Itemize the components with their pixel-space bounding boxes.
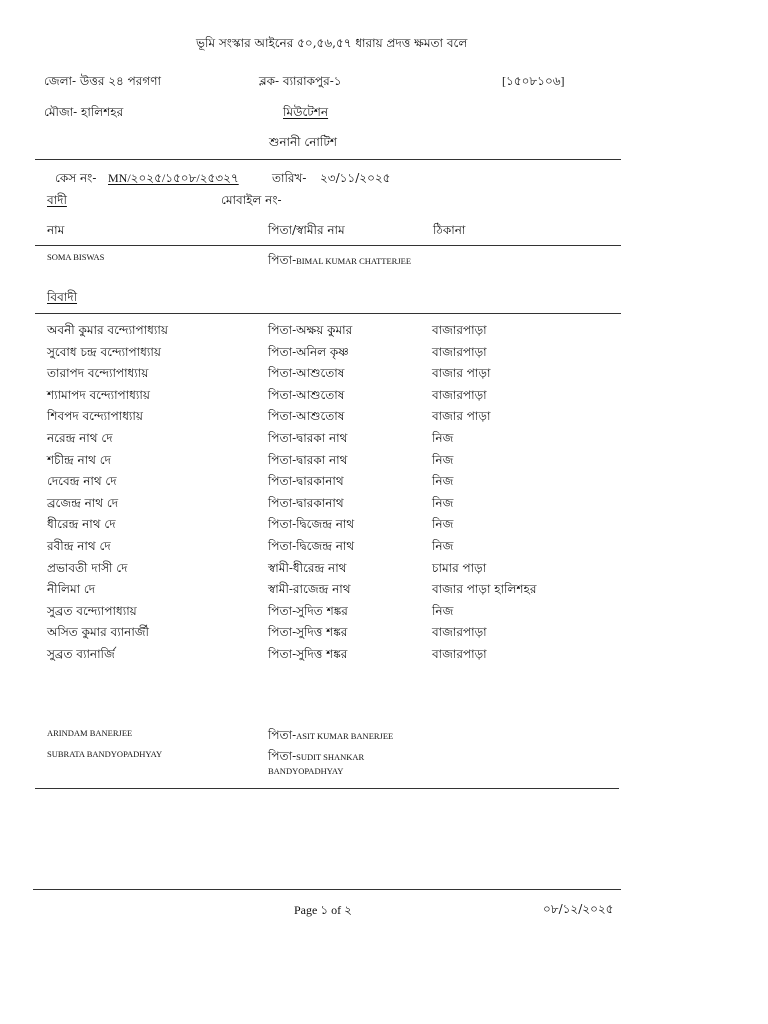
notice-type: শুনানী নোটিশ [269,135,337,149]
defendant-address: নিজ [432,452,454,467]
case-number: MN/২০২৫/১৫০৮/২৫৩২৭ [108,171,239,185]
table-row [0,540,768,558]
defendant-address: নিজ [432,431,454,445]
defendant-name: ধীরেন্দ্র নাথ দে [47,517,116,532]
guardian-name: ASIT KUMAR BANERJEE [296,731,394,741]
defendant-name: শচীন্দ্র নাথ দে [47,452,111,467]
defendant-name: প্রভাবতী দাসী দে [47,560,128,575]
case-date: ২৩/১১/২০২৫ [320,171,391,185]
defendant-address: নিজ [432,539,454,553]
defendant-name: শ্যামাপদ বন্দ্যোপাধ্যায় [47,387,150,402]
table-row [0,626,768,644]
table-row [0,346,768,364]
defendant-guardian: পিতা-দ্বারকানাথ [268,495,344,510]
defendant-address: নিজ [432,474,454,489]
party-name: SUBRATA BANDYOPADHYAY [47,749,163,759]
table-row [0,562,768,580]
table-row [0,454,768,472]
plaintiff-guardian [268,254,411,266]
table-row [0,648,768,666]
relation-label: পিতা- [268,749,297,763]
print-date: ০৮/১২/২০২৫ [543,902,614,916]
defendant-address: বাজারপাড়া [432,323,487,337]
defendant-guardian: পিতা-দ্বারকা নাথ [268,452,348,467]
defendant-guardian: পিতা-আশুতোষ [268,366,345,381]
defendant-guardian: পিতা-আশুতোষ [268,387,345,402]
defendant-address: নিজ [432,495,454,510]
relation-label: পিতা- [268,728,297,742]
defendant-name: নীলিমা দে [47,582,96,597]
defendant-name: রবীন্দ্র নাথ দে [47,539,111,553]
district-label: জেলা- উত্তর ২৪ পরগণা [44,74,161,88]
notice-title: ভূমি সংস্কার আইনের ৫০,৫৬,৫৭ ধারায় প্রদত্ত ক্ষমতা বলে [196,36,468,50]
defendant-address: বাজার পাড়া [432,409,491,424]
table-row [0,367,768,385]
table-row [0,605,768,623]
defendant-name: সুব্রত বন্দ্যোপাধ্যায় [47,603,137,618]
relation-label: পিতা- [268,253,297,267]
case-number-label: কেস নং- [55,171,97,185]
guardian-name: BIMAL KUMAR CHATTERJEE [296,256,412,266]
divider [35,245,621,246]
defendant-guardian: স্বামী-ধীরেন্দ্র নাথ [268,560,347,575]
defendant-guardian: পিতা-সুদিত্ত শঙ্কর [268,647,348,661]
defendant-guardian: পিতা-অক্ষয় কুমার [268,323,353,337]
defendant-name: সুবোধ চন্দ্র বন্দ্যোপাধ্যায় [47,344,161,359]
guardian-name: SUDIT SHANKAR [296,752,365,762]
defendant-guardian: পিতা-দ্বারকা নাথ [268,431,348,445]
table-row [0,432,768,450]
defendant-address: চামার পাড়া [432,560,487,575]
divider [35,788,619,789]
table-row [0,583,768,601]
plaintiff-name: SOMA BISWAS [47,252,105,262]
party-name: ARINDAM BANERJEE [47,728,133,738]
defendant-heading: বিবাদী [47,290,78,304]
column-header-name: নাম [47,223,65,237]
defendant-guardian: পিতা-দ্বিজেন্দ্র নাথ [268,517,355,532]
defendant-name: নরেন্দ্র নাথ দে [47,431,113,445]
defendant-address: নিজ [432,603,454,618]
defendant-name: তারাপদ বন্দ্যোপাধ্যায় [47,366,149,381]
defendant-name: সুব্রত ব্যানার্জি [47,647,115,661]
column-header-address: ঠিকানা [433,223,466,237]
defendant-guardian: পিতা-সুদিত শঙ্কর [268,603,348,618]
table-row [0,497,768,515]
table-row [0,475,768,493]
table-row [0,389,768,407]
defendant-address: বাজার পাড়া হালিশহর [432,582,537,597]
column-header-guardian: পিতা/স্বামীর নাম [268,223,345,237]
footer-divider [33,889,621,890]
table-row [0,324,768,342]
defendant-guardian: পিতা-দ্বিজেন্দ্র নাথ [268,539,355,553]
block-label: ব্লক- ব্যারাকপুর-১ [259,74,342,88]
plaintiff-heading: বাদী [47,193,67,207]
table-row [0,410,768,428]
defendant-address: নিজ [432,517,454,532]
guardian-name-continued: BANDYOPADHYAY [268,766,344,776]
date-label: তারিখ- [272,171,307,185]
office-code: [১৫০৮১০৬] [502,74,565,88]
defendant-guardian: পিতা-অনিল কৃষ্ণ [268,344,349,359]
defendant-guardian: পিতা-দ্বারকানাথ [268,474,344,489]
defendant-address: বাজারপাড়া [432,344,487,359]
party-guardian [268,729,393,741]
mouza-label: মৌজা- হালিশহর [44,105,124,119]
defendant-name: শিবপদ বন্দ্যোপাধ্যায় [47,409,143,424]
divider [35,313,621,314]
defendant-address: বাজারপাড়া [432,625,487,640]
page-number: Page ১ of ২ [294,903,352,917]
defendant-address: বাজারপাড়া [432,387,487,402]
defendant-guardian: স্বামী-রাজেন্দ্র নাথ [268,582,351,597]
defendant-guardian: পিতা-সুদিত্ত শঙ্কর [268,625,348,640]
divider [35,159,621,160]
table-row [0,518,768,536]
defendant-name: অসিত কুমার ব্যানার্জী [47,625,149,640]
defendant-guardian: পিতা-আশুতোষ [268,409,345,424]
defendant-name: অবনী কুমার বন্দ্যোপাধ্যায় [47,323,168,337]
party-guardian [268,750,364,762]
defendant-address: বাজারপাড়া [432,647,487,661]
document-type: মিউটেশন [283,105,329,119]
defendant-name: দেবেন্দ্র নাথ দে [47,474,117,489]
defendant-address: বাজার পাড়া [432,366,491,381]
mobile-label: মোবাইল নং- [221,193,282,207]
defendant-name: ব্রজেন্দ্র নাথ দে [47,495,119,510]
